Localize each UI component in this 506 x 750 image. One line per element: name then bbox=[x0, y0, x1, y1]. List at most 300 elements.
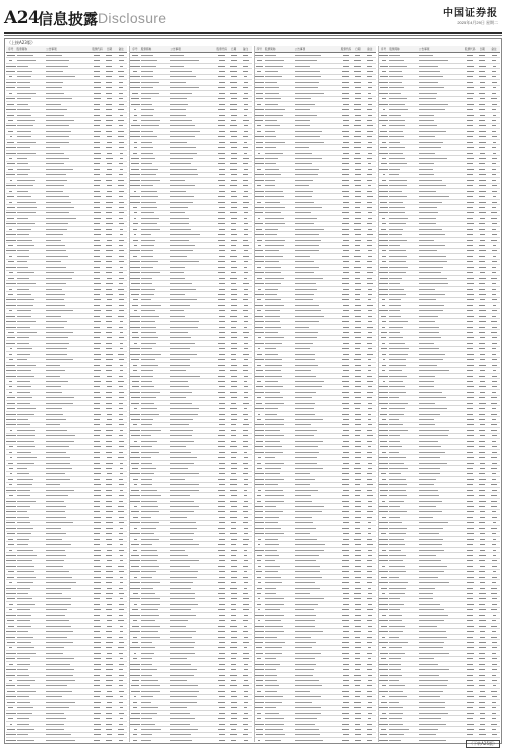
table-cell bbox=[418, 510, 464, 513]
table-cell bbox=[264, 402, 294, 405]
table-cell bbox=[115, 239, 127, 242]
table-cell bbox=[464, 597, 476, 600]
table-cell bbox=[240, 217, 252, 220]
table-cell bbox=[388, 630, 418, 633]
table-cell bbox=[115, 347, 127, 350]
table-cell bbox=[216, 549, 228, 552]
table-cell bbox=[130, 739, 140, 742]
table-cell bbox=[16, 70, 46, 73]
table-cell bbox=[464, 657, 476, 660]
table-cell bbox=[103, 75, 115, 78]
table-cell bbox=[16, 570, 46, 573]
table-cell bbox=[364, 184, 376, 187]
table-cell bbox=[418, 271, 464, 274]
table-cell bbox=[255, 510, 265, 513]
table-cell bbox=[169, 592, 215, 595]
table-cell bbox=[130, 195, 140, 198]
table-cell bbox=[6, 733, 16, 736]
table-cell bbox=[294, 108, 340, 111]
table-cell bbox=[352, 690, 364, 693]
table-cell bbox=[6, 130, 16, 133]
table-cell bbox=[352, 396, 364, 399]
table-cell bbox=[91, 92, 103, 95]
table-cell bbox=[255, 282, 265, 285]
table-cell bbox=[418, 608, 464, 611]
table-cell bbox=[228, 81, 240, 84]
table-cell bbox=[91, 179, 103, 182]
table-cell bbox=[488, 92, 500, 95]
table-cell bbox=[264, 538, 294, 541]
table-cell bbox=[91, 538, 103, 541]
table-cell bbox=[340, 54, 352, 57]
table-cell bbox=[464, 124, 476, 127]
table-cell bbox=[352, 326, 364, 329]
table-cell bbox=[103, 364, 115, 367]
column-header: 股票代码 bbox=[216, 48, 227, 51]
table-cell bbox=[488, 429, 500, 432]
table-cell bbox=[418, 293, 464, 296]
table-cell bbox=[115, 472, 127, 475]
table-cell bbox=[418, 652, 464, 655]
table-cell bbox=[115, 733, 127, 736]
table-cell bbox=[488, 521, 500, 524]
table-cell bbox=[364, 347, 376, 350]
table-cell bbox=[91, 190, 103, 193]
table-cell bbox=[476, 701, 488, 704]
table-cell bbox=[240, 521, 252, 524]
table-cell bbox=[379, 587, 389, 590]
table-cell bbox=[103, 385, 115, 388]
table-cell bbox=[216, 478, 228, 481]
table-cell bbox=[294, 130, 340, 133]
table-cell bbox=[464, 190, 476, 193]
table-cell bbox=[255, 249, 265, 252]
table-cell bbox=[103, 315, 115, 318]
table-cell bbox=[6, 581, 16, 584]
table-cell bbox=[418, 249, 464, 252]
table-cell bbox=[216, 124, 228, 127]
table-cell bbox=[340, 391, 352, 394]
table-cell bbox=[103, 146, 115, 149]
table-cell bbox=[45, 472, 91, 475]
table-cell bbox=[6, 538, 16, 541]
table-cell bbox=[476, 500, 488, 503]
table-cell bbox=[264, 146, 294, 149]
table-cell bbox=[16, 375, 46, 378]
table-cell bbox=[216, 195, 228, 198]
table-cell bbox=[16, 54, 46, 57]
table-cell bbox=[45, 614, 91, 617]
table-cell bbox=[16, 565, 46, 568]
table-cell bbox=[91, 543, 103, 546]
table-cell bbox=[169, 570, 215, 573]
table-cell bbox=[352, 625, 364, 628]
table-cell bbox=[418, 462, 464, 465]
column-header: 备注 bbox=[242, 48, 249, 51]
table-cell bbox=[140, 423, 170, 426]
table-cell bbox=[103, 674, 115, 677]
table-row bbox=[6, 738, 127, 742]
table-cell bbox=[264, 108, 294, 111]
table-cell bbox=[16, 554, 46, 557]
table-cell bbox=[340, 565, 352, 568]
table-cell bbox=[140, 233, 170, 236]
table-cell bbox=[364, 505, 376, 508]
table-cell bbox=[418, 429, 464, 432]
table-cell bbox=[464, 103, 476, 106]
table-cell bbox=[45, 141, 91, 144]
table-cell bbox=[488, 135, 500, 138]
table-cell bbox=[418, 554, 464, 557]
table-cell bbox=[115, 581, 127, 584]
table-cell bbox=[45, 690, 91, 693]
table-cell bbox=[255, 690, 265, 693]
table-cell bbox=[264, 353, 294, 356]
table-cell bbox=[228, 201, 240, 204]
table-cell bbox=[169, 663, 215, 666]
table-cell bbox=[388, 119, 418, 122]
table-cell bbox=[6, 663, 16, 666]
table-cell bbox=[103, 652, 115, 655]
table-cell bbox=[169, 402, 215, 405]
table-cell bbox=[45, 277, 91, 280]
table-cell bbox=[130, 587, 140, 590]
table-cell bbox=[45, 70, 91, 73]
table-cell bbox=[16, 505, 46, 508]
table-cell bbox=[140, 636, 170, 639]
table-cell bbox=[240, 712, 252, 715]
table-cell bbox=[16, 298, 46, 301]
table-cell bbox=[294, 467, 340, 470]
table-cell bbox=[364, 108, 376, 111]
table-cell bbox=[388, 315, 418, 318]
table-cell bbox=[45, 429, 91, 432]
table-cell bbox=[45, 336, 91, 339]
table-cell bbox=[364, 266, 376, 269]
table-cell bbox=[228, 494, 240, 497]
table-cell bbox=[115, 336, 127, 339]
table-cell bbox=[103, 293, 115, 296]
table-cell bbox=[130, 364, 140, 367]
table-cell bbox=[103, 54, 115, 57]
table-cell bbox=[340, 320, 352, 323]
table-cell bbox=[476, 532, 488, 535]
table-cell bbox=[115, 108, 127, 111]
table-cell bbox=[216, 184, 228, 187]
table-cell bbox=[264, 652, 294, 655]
table-cell bbox=[45, 233, 91, 236]
table-cell bbox=[364, 434, 376, 437]
table-cell bbox=[464, 288, 476, 291]
table-cell bbox=[6, 184, 16, 187]
table-cell bbox=[103, 244, 115, 247]
table-cell bbox=[228, 239, 240, 242]
table-cell bbox=[45, 304, 91, 307]
table-cell bbox=[476, 706, 488, 709]
table-cell bbox=[340, 451, 352, 454]
table-cell bbox=[352, 587, 364, 590]
table-cell bbox=[488, 358, 500, 361]
table-cell bbox=[115, 483, 127, 486]
table-cell bbox=[364, 336, 376, 339]
table-cell bbox=[140, 375, 170, 378]
table-cell bbox=[364, 141, 376, 144]
table-cell bbox=[364, 320, 376, 323]
table-cell bbox=[115, 565, 127, 568]
table-cell bbox=[16, 538, 46, 541]
table-cell bbox=[294, 646, 340, 649]
table-cell bbox=[240, 538, 252, 541]
table-cell bbox=[464, 184, 476, 187]
table-cell bbox=[6, 206, 16, 209]
table-cell bbox=[294, 423, 340, 426]
table-cell bbox=[216, 206, 228, 209]
table-cell bbox=[91, 674, 103, 677]
table-cell bbox=[140, 65, 170, 68]
table-cell bbox=[340, 462, 352, 465]
table-cell bbox=[169, 483, 215, 486]
table-cell bbox=[103, 135, 115, 138]
table-cell bbox=[418, 565, 464, 568]
table-cell bbox=[130, 108, 140, 111]
column-header: 日期 bbox=[355, 48, 361, 51]
table-cell bbox=[91, 288, 103, 291]
table-cell bbox=[464, 625, 476, 628]
table-cell bbox=[388, 532, 418, 535]
table-cell bbox=[140, 695, 170, 698]
table-cell bbox=[140, 641, 170, 644]
table-cell bbox=[340, 271, 352, 274]
table-cell bbox=[476, 86, 488, 89]
table-cell bbox=[103, 402, 115, 405]
table-cell bbox=[130, 266, 140, 269]
table-cell bbox=[140, 114, 170, 117]
table-cell bbox=[388, 429, 418, 432]
table-cell bbox=[240, 440, 252, 443]
table-cell bbox=[476, 217, 488, 220]
table-cell bbox=[364, 228, 376, 231]
table-cell bbox=[255, 336, 265, 339]
table-cell bbox=[255, 304, 265, 307]
table-cell bbox=[294, 173, 340, 176]
table-cell bbox=[115, 641, 127, 644]
table-cell bbox=[228, 521, 240, 524]
table-cell bbox=[140, 559, 170, 562]
table-cell bbox=[488, 59, 500, 62]
table-cell bbox=[364, 603, 376, 606]
table-cell bbox=[130, 581, 140, 584]
table-cell bbox=[16, 646, 46, 649]
table-cell bbox=[264, 429, 294, 432]
table-cell bbox=[240, 532, 252, 535]
table-cell bbox=[240, 543, 252, 546]
table-cell bbox=[364, 494, 376, 497]
table-cell bbox=[16, 657, 46, 660]
table-cell bbox=[364, 641, 376, 644]
table-cell bbox=[476, 505, 488, 508]
table-cell bbox=[91, 249, 103, 252]
table-cell bbox=[130, 440, 140, 443]
table-cell bbox=[115, 391, 127, 394]
table-cell bbox=[488, 619, 500, 622]
table-cell bbox=[91, 679, 103, 682]
table-cell bbox=[488, 103, 500, 106]
table-cell bbox=[103, 206, 115, 209]
table-cell bbox=[240, 173, 252, 176]
table-cell bbox=[352, 472, 364, 475]
table-cell bbox=[255, 347, 265, 350]
table-cell bbox=[216, 358, 228, 361]
table-cell bbox=[16, 413, 46, 416]
table-cell bbox=[140, 543, 170, 546]
table-cell bbox=[264, 103, 294, 106]
table-cell bbox=[364, 282, 376, 285]
table-cell bbox=[364, 124, 376, 127]
table-cell bbox=[476, 92, 488, 95]
table-cell bbox=[364, 440, 376, 443]
table-cell bbox=[103, 451, 115, 454]
table-cell bbox=[16, 266, 46, 269]
table-cell bbox=[45, 532, 91, 535]
table-cell bbox=[294, 59, 340, 62]
table-cell bbox=[45, 244, 91, 247]
table-cell bbox=[6, 701, 16, 704]
table-cell bbox=[216, 162, 228, 165]
table-cell bbox=[352, 559, 364, 562]
table-cell bbox=[464, 173, 476, 176]
table-cell bbox=[115, 500, 127, 503]
table-cell bbox=[464, 70, 476, 73]
table-cell bbox=[488, 565, 500, 568]
table-cell bbox=[6, 152, 16, 155]
table-cell bbox=[228, 173, 240, 176]
table-cell bbox=[352, 407, 364, 410]
table-cell bbox=[476, 445, 488, 448]
table-cell bbox=[255, 423, 265, 426]
table-cell bbox=[264, 86, 294, 89]
table-cell bbox=[240, 152, 252, 155]
table-cell bbox=[364, 277, 376, 280]
table-cell bbox=[264, 293, 294, 296]
table-cell bbox=[464, 385, 476, 388]
table-cell bbox=[340, 625, 352, 628]
newspaper-masthead: 中国证券报 bbox=[443, 8, 498, 19]
table-cell bbox=[130, 418, 140, 421]
table-cell bbox=[240, 695, 252, 698]
table-cell bbox=[115, 271, 127, 274]
table-cell bbox=[240, 239, 252, 242]
header-rule-thin bbox=[4, 35, 502, 36]
table-cell bbox=[464, 478, 476, 481]
table-cell bbox=[240, 418, 252, 421]
table-cell bbox=[216, 293, 228, 296]
table-cell bbox=[418, 576, 464, 579]
table-cell bbox=[488, 320, 500, 323]
table-cell bbox=[6, 97, 16, 100]
table-cell bbox=[264, 706, 294, 709]
table-cell bbox=[115, 549, 127, 552]
table-cell bbox=[91, 592, 103, 595]
table-cell bbox=[228, 222, 240, 225]
table-cell bbox=[294, 500, 340, 503]
table-cell bbox=[115, 331, 127, 334]
table-cell bbox=[140, 706, 170, 709]
table-cell bbox=[216, 157, 228, 160]
table-cell bbox=[294, 86, 340, 89]
table-cell bbox=[294, 597, 340, 600]
table-cell bbox=[140, 75, 170, 78]
table-cell bbox=[464, 304, 476, 307]
table-cell bbox=[91, 728, 103, 731]
table-cell bbox=[476, 152, 488, 155]
table-cell bbox=[418, 587, 464, 590]
table-cell bbox=[228, 739, 240, 742]
table-cell bbox=[130, 369, 140, 372]
table-cell bbox=[255, 695, 265, 698]
table-cell bbox=[91, 478, 103, 481]
table-cell bbox=[488, 255, 500, 258]
table-cell bbox=[140, 309, 170, 312]
table-cell bbox=[115, 462, 127, 465]
table-cell bbox=[115, 614, 127, 617]
table-cell bbox=[103, 168, 115, 171]
table-cell bbox=[294, 494, 340, 497]
table-cell bbox=[140, 244, 170, 247]
table-cell bbox=[169, 309, 215, 312]
table-cell bbox=[255, 483, 265, 486]
table-cell bbox=[240, 385, 252, 388]
table-cell bbox=[169, 173, 215, 176]
table-cell bbox=[294, 119, 340, 122]
table-cell bbox=[464, 652, 476, 655]
table-cell bbox=[379, 282, 389, 285]
table-cell bbox=[103, 157, 115, 160]
table-cell bbox=[340, 712, 352, 715]
table-cell bbox=[255, 184, 265, 187]
table-cell bbox=[418, 494, 464, 497]
table-cell bbox=[216, 614, 228, 617]
table-cell bbox=[103, 717, 115, 720]
table-cell bbox=[388, 320, 418, 323]
table-cell bbox=[140, 728, 170, 731]
table-cell bbox=[364, 293, 376, 296]
table-cell bbox=[418, 717, 464, 720]
table-cell bbox=[240, 255, 252, 258]
table-cell bbox=[169, 456, 215, 459]
table-cell bbox=[464, 483, 476, 486]
table-cell bbox=[140, 456, 170, 459]
table-cell bbox=[488, 712, 500, 715]
table-cell bbox=[6, 336, 16, 339]
table-cell bbox=[364, 608, 376, 611]
table-cell bbox=[340, 717, 352, 720]
table-cell bbox=[476, 559, 488, 562]
table-cell bbox=[294, 733, 340, 736]
table-cell bbox=[16, 75, 46, 78]
table-cell bbox=[418, 135, 464, 138]
table-cell bbox=[294, 75, 340, 78]
table-cell bbox=[476, 260, 488, 263]
table-cell bbox=[103, 298, 115, 301]
table-cell bbox=[294, 266, 340, 269]
table-cell bbox=[476, 298, 488, 301]
table-cell bbox=[464, 472, 476, 475]
table-cell bbox=[6, 244, 16, 247]
table-cell bbox=[6, 500, 16, 503]
table-cell bbox=[16, 233, 46, 236]
table-cell bbox=[228, 195, 240, 198]
table-cell bbox=[264, 222, 294, 225]
